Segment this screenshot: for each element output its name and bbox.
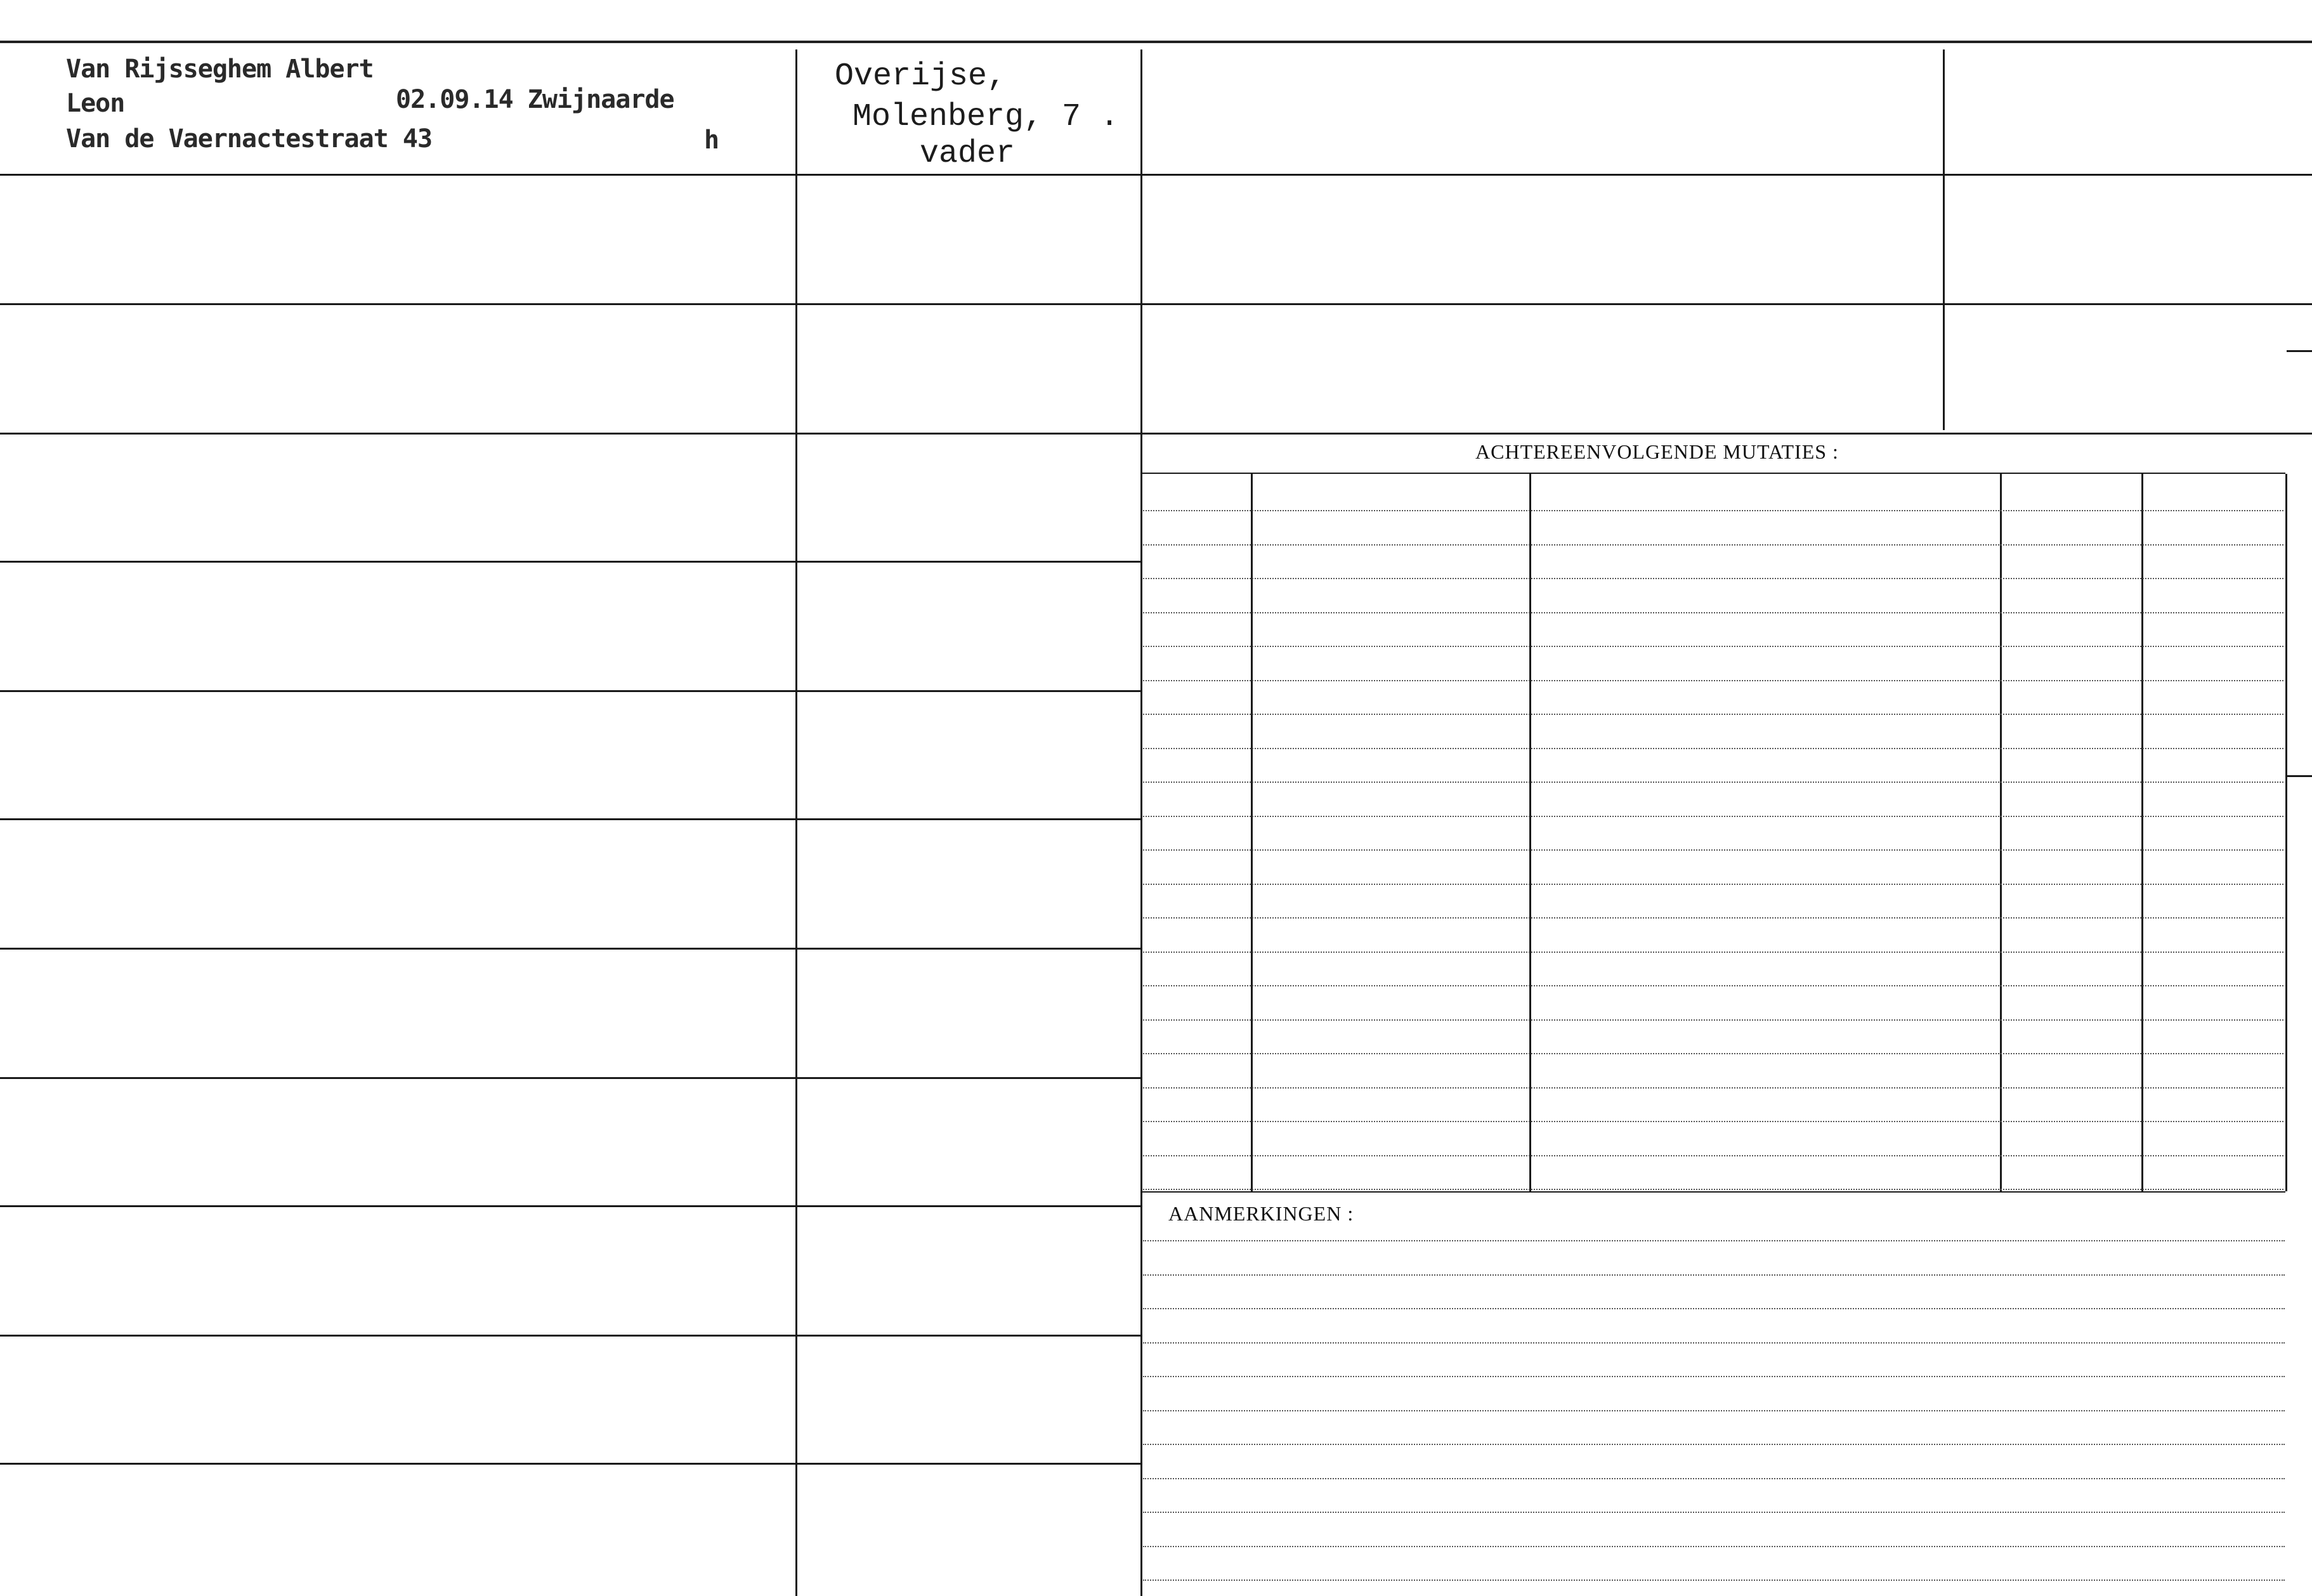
remarks-row-line	[1143, 1546, 2285, 1547]
mutations-row-line	[1143, 510, 2283, 511]
mutations-top-line	[1140, 473, 2285, 474]
residence-line-1: Overijse,	[835, 58, 1007, 95]
mutations-row-line	[1143, 849, 2283, 851]
edge-tick-2	[2287, 775, 2312, 777]
mutations-row-line	[1143, 714, 2283, 715]
residence-line-3: vader	[920, 136, 1016, 172]
left-row-line	[0, 1077, 1140, 1079]
mutations-row-line	[1143, 646, 2283, 647]
remarks-row-line	[1143, 1308, 2285, 1309]
remarks-row-line	[1143, 1580, 2285, 1581]
edge-tick-1	[2287, 350, 2312, 352]
mutations-header: ACHTEREENVOLGENDE MUTATIES :	[1475, 440, 1839, 463]
mutations-row-line	[1143, 1121, 2283, 1122]
remarks-row-line	[1143, 1410, 2285, 1411]
left-row-line	[0, 174, 1140, 176]
residence-line-2: Molenberg, 7 .	[852, 99, 1120, 135]
remarks-row-line	[1143, 1478, 2285, 1479]
remarks-row-line	[1143, 1274, 2285, 1276]
top-edge-line	[0, 41, 2312, 43]
mutations-column-line	[2285, 474, 2287, 1191]
left-row-line	[0, 303, 1140, 305]
mutations-row-line	[1143, 1019, 2283, 1021]
mutations-row-line	[1143, 782, 2283, 783]
record-first-name: Leon	[66, 89, 125, 118]
mutations-row-line	[1143, 1087, 2283, 1089]
left-row-line	[0, 433, 1140, 435]
mutations-column-line	[2000, 474, 2002, 1191]
mutations-row-line	[1143, 985, 2283, 986]
mutations-row-line	[1143, 952, 2283, 953]
right-row-line-3	[1140, 433, 2312, 435]
mutations-row-line	[1143, 884, 2283, 885]
left-row-line	[0, 561, 1140, 563]
remarks-row-line	[1143, 1342, 2285, 1344]
mutations-row-line	[1143, 748, 2283, 749]
mutations-bottom-line	[1140, 1191, 2285, 1193]
column-divider-3	[1943, 49, 1945, 430]
mutations-column-line	[2141, 474, 2143, 1191]
remarks-header: AANMERKINGEN :	[1168, 1202, 1354, 1225]
mutations-row-line	[1143, 1155, 2283, 1156]
remarks-row-line	[1143, 1240, 2285, 1241]
left-row-line	[0, 1335, 1140, 1337]
column-divider-1	[795, 49, 797, 1596]
mutations-row-line	[1143, 1053, 2283, 1054]
mutations-row-line	[1143, 917, 2283, 919]
right-row-line-2	[1140, 303, 2312, 305]
remarks-row-line	[1143, 1376, 2285, 1377]
mutations-row-line	[1143, 578, 2283, 579]
column-divider-2	[1140, 49, 1142, 1596]
mutations-row-line	[1143, 1189, 2283, 1190]
mutations-row-line	[1143, 612, 2283, 613]
mutations-column-line	[1251, 474, 1253, 1191]
left-row-line	[0, 818, 1140, 820]
right-row-line-1	[1140, 174, 2312, 176]
left-row-line	[0, 690, 1140, 692]
mutations-column-line	[1529, 474, 1531, 1191]
remarks-row-line	[1143, 1512, 2285, 1513]
remarks-row-line	[1143, 1444, 2285, 1445]
left-row-line	[0, 1205, 1140, 1207]
mutations-row-line	[1143, 816, 2283, 817]
record-birth: 02.09.14 Zwijnaarde	[396, 85, 674, 114]
left-row-line	[0, 1463, 1140, 1465]
mutations-row-line	[1143, 680, 2283, 681]
mutations-row-line	[1143, 544, 2283, 546]
record-name: Van Rijsseghem Albert	[66, 55, 374, 84]
left-row-line	[0, 948, 1140, 950]
record-address-suffix: h	[704, 126, 719, 155]
record-address: Van de Vaernactestraat 43	[66, 124, 433, 154]
